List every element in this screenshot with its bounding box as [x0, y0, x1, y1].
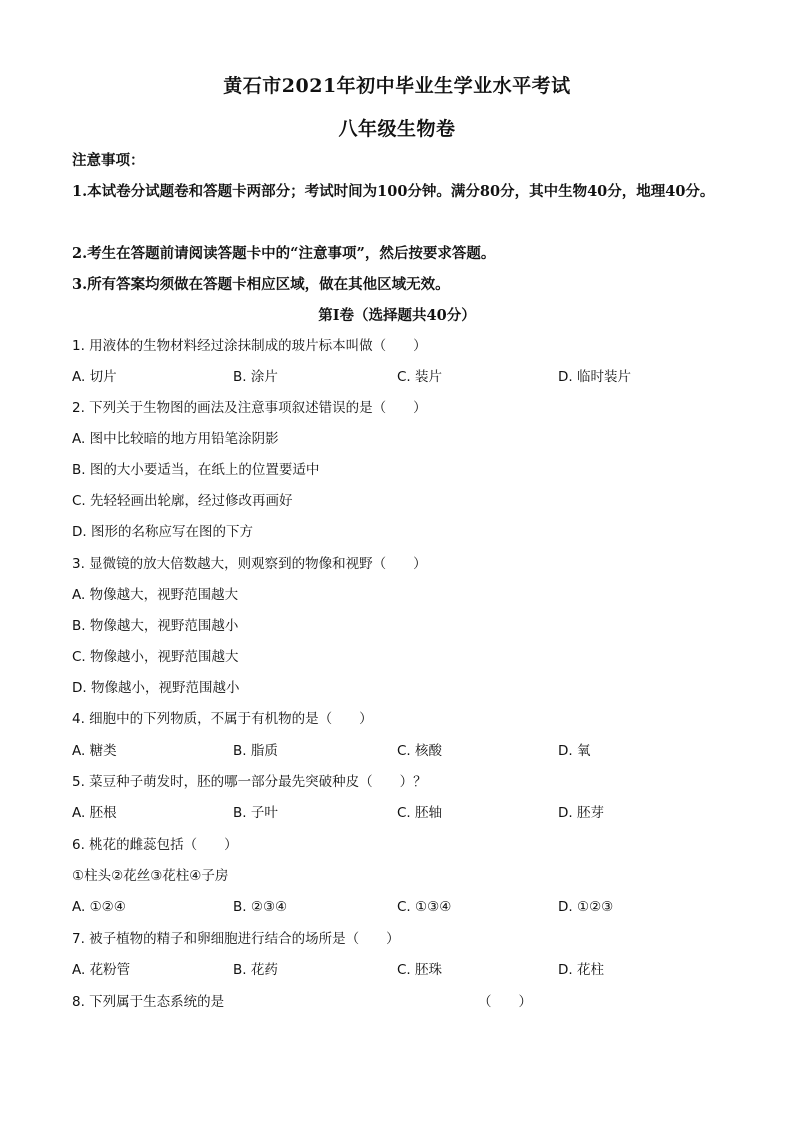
question-5-option-c: C. 胚轴 [397, 805, 443, 821]
question-3-option-a: A. 物像越大，视野范围越大 [72, 587, 239, 603]
question-1-option-d: D. 临时装片 [558, 369, 631, 385]
exam-title: 黄石市2021年初中毕业生学业水平考试 [223, 75, 571, 97]
question-5-option-a: A. 胚根 [72, 805, 117, 821]
question-7-options [72, 955, 722, 986]
question-4-options [72, 736, 722, 767]
question-6-option-d: D. ①②③ [558, 899, 614, 915]
question-8-answer-bracket: （ ） [478, 994, 532, 1010]
question-6-stem: 6. 桃花的雌蕊包括（ ） [72, 837, 238, 853]
question-6-option-b: B. ②③④ [233, 899, 288, 915]
section-title: 第Ⅰ卷（选择题共40分） [318, 307, 476, 324]
question-5-option-d: D. 胚芽 [558, 805, 604, 821]
question-3-option-d: D. 物像越小，视野范围越小 [72, 680, 240, 696]
question-7-option-d: D. 花柱 [558, 962, 604, 978]
exam-subtitle: 八年级生物卷 [338, 118, 456, 140]
question-6-option-c: C. ①③④ [397, 899, 452, 915]
question-6-sub: ①柱头②花丝③花柱④子房 [72, 868, 229, 884]
question-2-option-d: D. 图形的名称应写在图的下方 [72, 524, 253, 540]
question-4-option-a: A. 糖类 [72, 743, 117, 759]
question-7-option-b: B. 花药 [233, 962, 278, 978]
question-6-option-a: A. ①②④ [72, 899, 126, 915]
notice-item-2: 2.考生在答题前请阅读答题卡中的“注意事项”，然后按要求答题。 [72, 245, 496, 262]
question-7-stem: 7. 被子植物的精子和卵细胞进行结合的场所是（ ） [72, 931, 400, 947]
notice-heading: 注意事项： [72, 152, 145, 169]
question-3-option-c: C. 物像越小，视野范围越大 [72, 649, 239, 665]
question-1-stem: 1. 用液体的生物材料经过涂抹制成的玻片标本叫做（ ） [72, 338, 427, 354]
question-4-option-c: C. 核酸 [397, 743, 443, 759]
question-5-options [72, 798, 722, 829]
question-1-options [72, 362, 722, 393]
notice-item-3: 3.所有答案均须做在答题卡相应区域，做在其他区域无效。 [72, 276, 450, 293]
question-6-options [72, 892, 722, 923]
question-2-stem: 2. 下列关于生物图的画法及注意事项叙述错误的是（ ） [72, 400, 427, 416]
question-1-option-b: B. 涂片 [233, 369, 278, 385]
question-7-option-a: A. 花粉管 [72, 962, 131, 978]
notice-item-1: 1.本试卷分试题卷和答题卡两部分；考试时间为100分钟。满分80分，其中生物40分，地理40分。 [72, 183, 715, 200]
question-4-option-d: D. 氧 [558, 743, 591, 759]
question-3-stem: 3. 显微镜的放大倍数越大，则观察到的物像和视野（ ） [72, 556, 427, 572]
question-7-option-c: C. 胚珠 [397, 962, 443, 978]
question-4-stem: 4. 细胞中的下列物质，不属于有机物的是（ ） [72, 711, 373, 727]
question-2-option-b: B. 图的大小要适当，在纸上的位置要适中 [72, 462, 320, 478]
question-3-option-b: B. 物像越大，视野范围越小 [72, 618, 239, 634]
question-5-option-b: B. 子叶 [233, 805, 278, 821]
question-1-option-a: A. 切片 [72, 369, 117, 385]
question-8-stem: 8. 下列属于生态系统的是 [72, 994, 225, 1010]
question-4-option-b: B. 脂质 [233, 743, 278, 759]
question-5-stem: 5. 菜豆种子萌发时，胚的哪一部分最先突破种皮（ ）？ [72, 774, 427, 790]
question-2-option-a: A. 图中比较暗的地方用铅笔涂阴影 [72, 431, 279, 447]
question-2-option-c: C. 先轻轻画出轮廓，经过修改再画好 [72, 493, 293, 509]
question-1-option-c: C. 装片 [397, 369, 443, 385]
